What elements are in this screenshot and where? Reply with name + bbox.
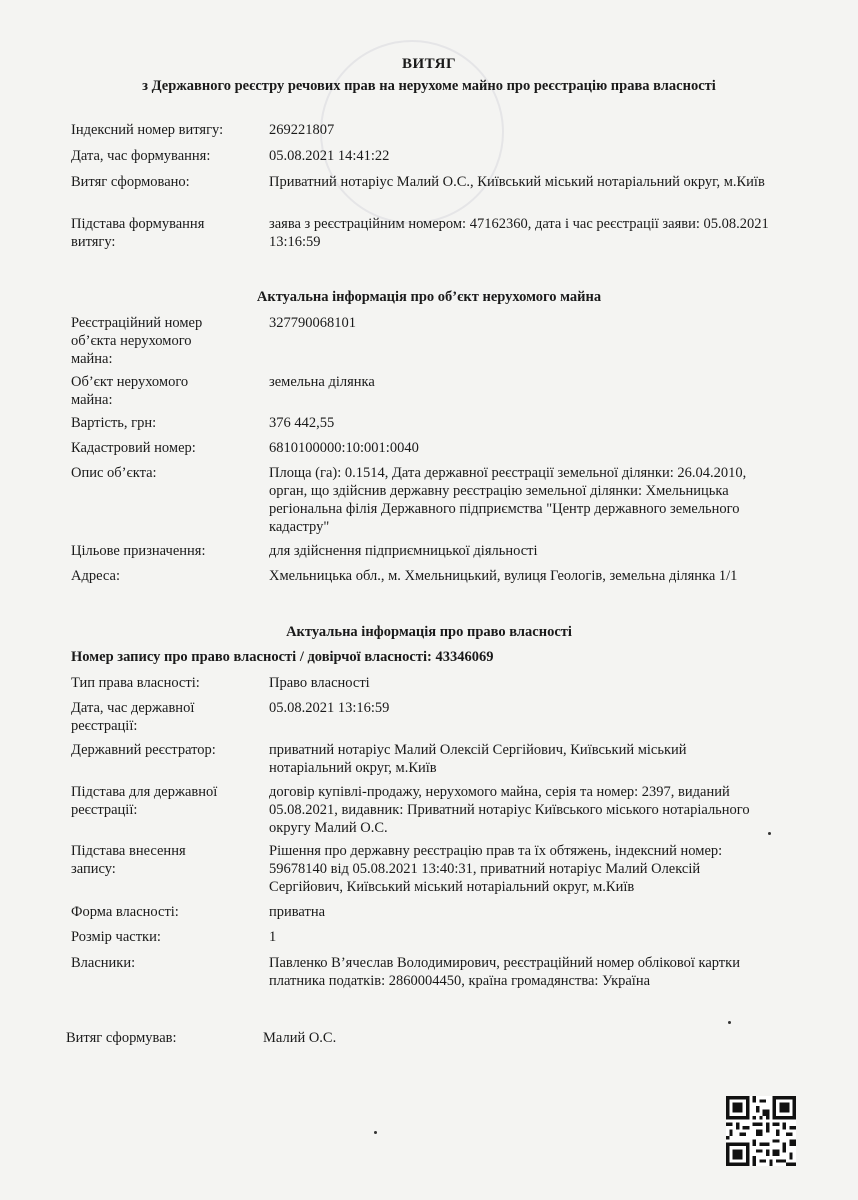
field-value: приватна — [269, 904, 326, 920]
field-value: заява з реєстраційним номером: 47162360, дата і час реєстрації заяви: 05.08.2021 13:16:59 — [269, 216, 769, 250]
ownership-type-row — [71, 674, 771, 694]
field-label: Цільове призначення: — [71, 543, 206, 559]
field-label: Підстава внесення запису: — [71, 843, 186, 877]
field-label: Витяг сформовано: — [71, 174, 190, 190]
document-title: ВИТЯГ — [402, 56, 456, 72]
field-value: земельна ділянка — [269, 374, 375, 390]
ownership-form-row — [71, 903, 771, 923]
field-value: Рішення про державну реєстрацію прав та їх обтяжень, індексний номер: 59678140 від 05.08.2021 13:40:31, приватний нотаріус Малий Олексій Сергійович, Київський міський нотаріальний округ, м.Київ — [269, 843, 723, 895]
field-label: Адреса: — [71, 568, 120, 584]
scan-speck — [728, 1021, 731, 1024]
ownership-entry-basis-row — [71, 842, 771, 898]
ownership-registrar-row — [71, 741, 771, 779]
field-label: Тип права власності: — [71, 675, 200, 691]
field-label: Опис об’єкта: — [71, 465, 157, 481]
object-cadastral-row — [71, 439, 771, 459]
field-label: Дата, час формування: — [71, 148, 211, 164]
field-value: 269221807 — [269, 122, 335, 138]
field-value: 05.08.2021 14:41:22 — [269, 148, 390, 164]
field-value: 05.08.2021 13:16:59 — [269, 700, 390, 716]
scan-speck — [768, 832, 771, 835]
field-value: 327790068101 — [269, 315, 356, 331]
extract-basis-row — [71, 215, 771, 253]
field-label: Реєстраційний номер об’єкта нерухомого майна: — [71, 315, 203, 367]
field-value: 6810100000:10:001:0040 — [269, 440, 419, 456]
issued-by-label: Витяг сформував: — [66, 1030, 177, 1046]
field-label: Державний реєстратор: — [71, 742, 216, 758]
extract-date-row — [71, 147, 771, 167]
qr-code — [726, 1096, 796, 1166]
field-value: договір купівлі-продажу, нерухомого майна, серія та номер: 2397, виданий 05.08.2021, видавник: Приватний нотаріус Київського міського нотаріального округу Малий О.С. — [269, 784, 750, 836]
field-label: Власники: — [71, 955, 136, 971]
object-purpose-row — [71, 542, 771, 562]
field-label: Розмір частки: — [71, 929, 161, 945]
object-value-row — [71, 414, 771, 434]
object-section-heading: Актуальна інформація про об’єкт нерухомого майна — [256, 289, 602, 305]
field-value: Хмельницька обл., м. Хмельницький, вулиця Геологів, земельна ділянка 1/1 — [269, 568, 738, 584]
object-reg-number-row — [71, 314, 771, 370]
ownership-section-heading: Актуальна інформація про право власності — [286, 624, 572, 640]
field-label: Індексний номер витягу: — [71, 122, 224, 138]
object-address-row — [71, 567, 771, 605]
field-value: Павленко В’ячеслав Володимирович, реєстраційний номер облікової картки платника податків: 2860004450, країна громадянства: Україна — [269, 955, 740, 989]
issued-by-value: Малий О.С. — [263, 1030, 337, 1046]
field-value: Площа (га): 0.1514, Дата державної реєстрації земельної ділянки: 26.04.2010, орган, що здійснив державну реєстрацію земельної ділянки: Хмельницька регіональна філія Державного підприємства "Центр державного земельного кадастру" — [269, 465, 747, 535]
field-label: Форма власності: — [71, 904, 179, 920]
field-value: 376 442,55 — [269, 415, 335, 431]
field-label: Підстава для державної реєстрації: — [71, 784, 218, 818]
field-value: 1 — [269, 929, 277, 945]
field-value: для здійснення підприємницької діяльності — [269, 543, 538, 559]
extract-issued-by-row — [71, 173, 771, 211]
field-value: приватний нотаріус Малий Олексій Сергійович, Київський міський нотаріальний округ, м.Київ — [269, 742, 687, 776]
ownership-reg-date-row — [71, 699, 771, 737]
field-label: Об’єкт нерухомого майна: — [71, 374, 189, 408]
field-label: Вартість, грн: — [71, 415, 157, 431]
field-label: Підстава формування витягу: — [71, 216, 205, 250]
field-label: Кадастровий номер: — [71, 440, 196, 456]
ownership-record-number: Номер запису про право власності / довірчої власності: 43346069 — [71, 649, 494, 665]
object-type-row — [71, 373, 771, 411]
object-description-row — [71, 464, 771, 538]
document-subtitle: з Державного реєстру речових прав на нерухоме майно про реєстрацію права власності — [142, 78, 716, 94]
ownership-owners-row — [71, 954, 771, 992]
ownership-share-row — [71, 928, 771, 948]
extract-index-row — [71, 121, 771, 141]
ownership-basis-row — [71, 783, 771, 839]
field-value: Право власності — [269, 675, 370, 691]
field-label: Дата, час державної реєстрації: — [71, 700, 195, 734]
scan-speck — [374, 1131, 377, 1134]
field-value: Приватний нотаріус Малий О.С., Київський міський нотаріальний округ, м.Київ — [269, 174, 765, 190]
